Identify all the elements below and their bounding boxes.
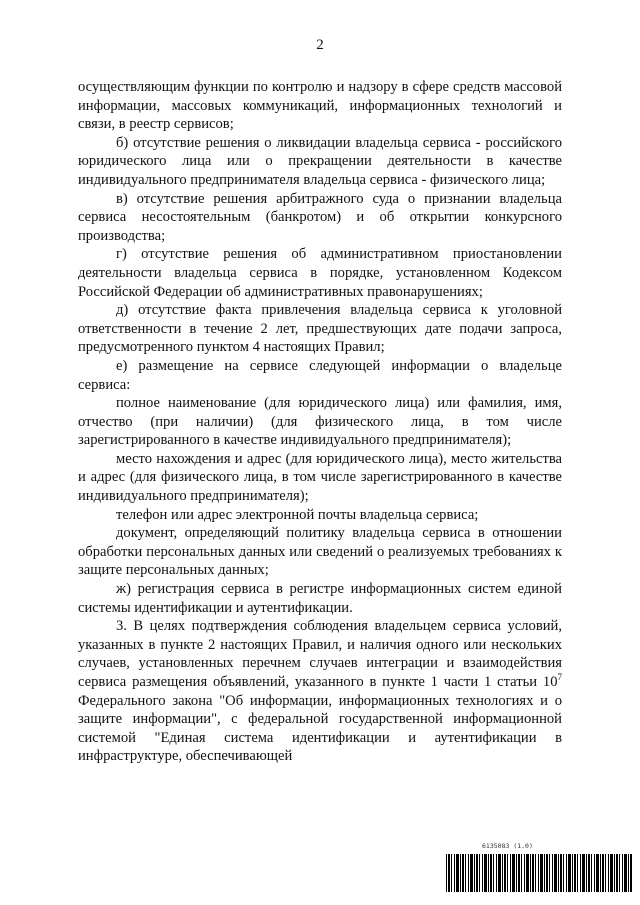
paragraph-e-privacy-policy: документ, определяющий политику владельца сервиса в отношении обработки персональных данных или сведений о реализуемых требованиях к защите персональных данных;: [78, 525, 562, 579]
barcode: [446, 842, 636, 896]
paragraph-3-text-end: Федерального закона "Об информации, информационных технологиях и о защите информации", с федеральной государственной информационной системой "Единая система идентификации и аутентификации в инфраструктуре, обеспечивающей: [78, 692, 562, 765]
paragraph-e-full-name: полное наименование (для юридического лица) или фамилия, имя, отчество (при наличии) (для физического лица, в том числе зарегистрированного в качестве индивидуального предпринимателя);: [78, 395, 562, 449]
paragraph-g: г) отсутствие решения об административном приостановлении деятельности владельца сервиса в порядке, установленном Кодексом Российской Федерации об административных правонарушениях;: [78, 246, 562, 300]
paragraph-3: [78, 617, 562, 766]
paragraph-d: д) отсутствие факта привлечения владельца сервиса к уголовной ответственности в течение 2 лет, предшествующих дате подачи запроса, предусмотренного пунктом 4 настоящих Правил;: [78, 302, 562, 356]
paragraph-e: е) размещение на сервисе следующей информации о владельце сервиса:: [78, 357, 562, 393]
paragraph-3-superscript: 7: [557, 672, 562, 683]
page-number: 2: [316, 37, 324, 53]
paragraph-v: в) отсутствие решения арбитражного суда о признании владельца сервиса несостоятельным (банкротом) и об открытии конкурсного производства;: [78, 190, 562, 244]
paragraph-e-contact: телефон или адрес электронной почты владельца сервиса;: [116, 506, 479, 523]
paragraph-intro-continued: осуществляющим функции по контролю и надзору в сфере средств массовой информации, массовых коммуникаций, информационных технологий и связи, в реестр сервисов;: [78, 79, 562, 133]
paragraph-e-address: место нахождения и адрес (для юридического лица), место жительства и адрес (для физического лица, в том числе зарегистрированного в качестве индивидуального предпринимателя);: [78, 450, 562, 505]
barcode-number: 6135083 (1.0): [482, 842, 533, 850]
paragraph-3-text-start: 3. В целях подтверждения соблюдения владельцем сервиса условий, указанных в пункте 2 настоящих Правил, и наличия одного или нескольких случаев, установленных перечнем случаев интеграции и взаимодействия сервиса размещения объявлений, указанного в пункте 1 части 1 статьи 10: [78, 618, 562, 690]
barcode-bars: [446, 854, 632, 892]
paragraph-zh: ж) регистрация сервиса в регистре информационных систем единой системы идентификации и аутентификации.: [78, 581, 562, 616]
document-body: [78, 78, 562, 766]
paragraph-b: б) отсутствие решения о ликвидации владельца сервиса - российского юридического лица или о прекращении деятельности в качестве индивидуального предпринимателя владельца сервиса - физического лица;: [78, 134, 562, 188]
